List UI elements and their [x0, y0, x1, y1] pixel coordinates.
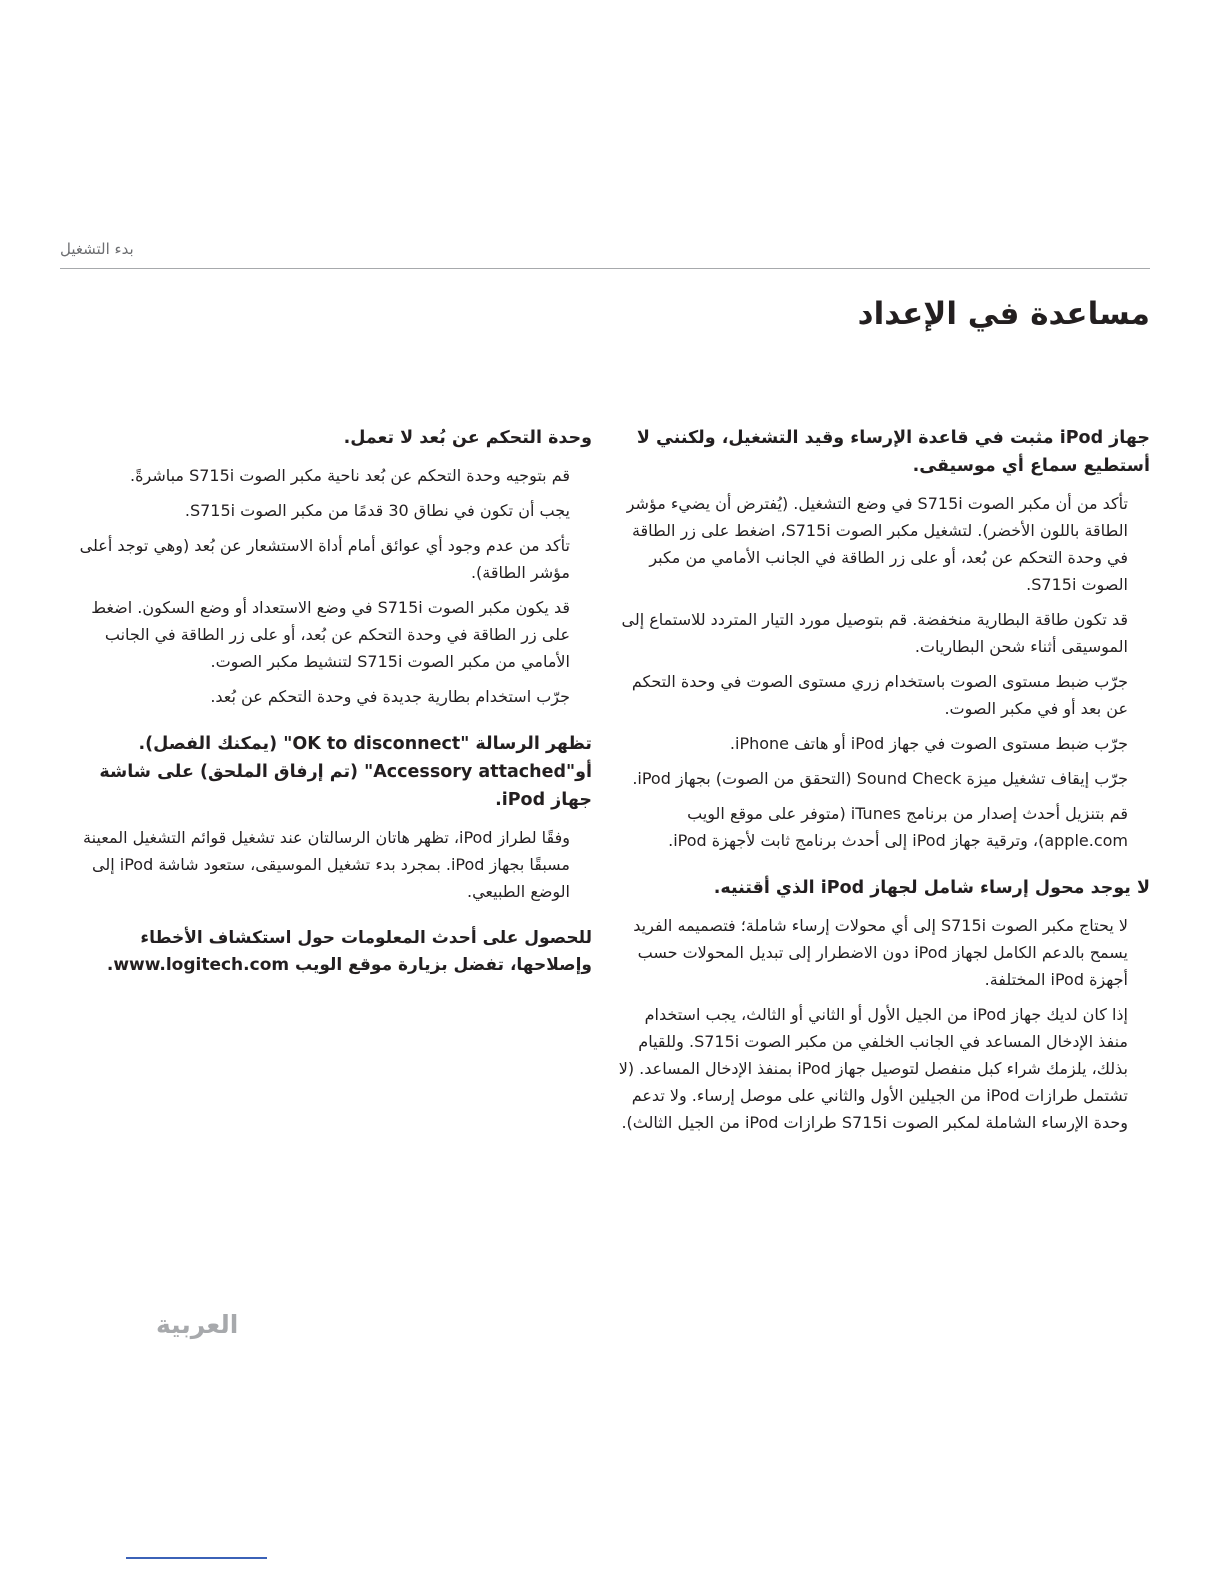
- troubleshoot-item: وفقًا لطراز iPod، تظهر هاتان الرسالتان عند تشغيل قوائم التشغيل المعينة مسبقًا بجهاز iPod. بمجرد بدء تشغيل الموسيقى، ستعود شاشة iPod إلى الوضع الطبيعي.: [83, 828, 570, 901]
- section-spacer: [610, 862, 1150, 874]
- troubleshoot-item: قد يكون مكبر الصوت S715i في وضع الاستعداد أو وضع السكون. اضغط على زر الطاقة في وحدة التحكم عن بُعد، أو على زر الطاقة في الجانب الأمامي من مكبر الصوت S715i لتنشيط مكبر الصوت.: [91, 598, 570, 671]
- header-divider: [60, 268, 1150, 269]
- language-label: العربية: [156, 1310, 239, 1339]
- footer-accent-bar: [126, 1557, 267, 1559]
- right-column: [610, 424, 1150, 1144]
- troubleshoot-item: تأكد من عدم وجود أي عوائق أمام أداة الاستشعار عن بُعد (وهي توجد أعلى مؤشر الطاقة).: [79, 536, 570, 582]
- troubleshoot-item: جرّب استخدام بطارية جديدة في وحدة التحكم عن بُعد.: [210, 687, 570, 706]
- troubleshoot-item: إذا كان لديك جهاز iPod من الجيل الأول أو الثاني أو الثالث، يجب استخدام منفذ الإدخال المساعد في الجانب الخلفي من مكبر الصوت S715i. وللقيام بذلك، يلزمك شراء كبل منفصل لتوصيل جهاز iPod بمنفذ الإدخال المساعد. (لا تشتمل طرازات iPod من الجيلين الأول والثاني على موصل إرساء. ولا تدعم وحدة الإرساء الشاملة لمكبر الصوت S715i طرازات iPod من الجيل الثالث).: [618, 1005, 1128, 1132]
- troubleshoot-item: جرّب ضبط مستوى الصوت باستخدام زري مستوى الصوت في وحدة التحكم عن بعد أو في مكبر الصوت.: [631, 672, 1128, 718]
- troubleshoot-item: تأكد من أن مكبر الصوت S715i في وضع التشغيل. (يُفترض أن يضيء مؤشر الطاقة باللون الأخضر). لتشغيل مكبر الصوت S715i، اضغط على زر الطاقة في وحدة التحكم عن بُعد، أو على زر الطاقة في الجانب الأمامي من مكبر الصوت S715i.: [626, 494, 1128, 594]
- section-heading-no-music: جهاز iPod مثبت في قاعدة الإرساء وقيد التشغيل، ولكنني لا أستطيع سماع أي موسيقى.: [636, 428, 1150, 476]
- section-spacer: [60, 718, 592, 730]
- troubleshoot-item: لا يحتاج مكبر الصوت S715i إلى أي محولات إرساء شاملة؛ فتصميمه الفريد يسمح بالدعم الكامل لجهاز iPod دون الاضطرار إلى تبديل المحولات حسب أجهزة iPod المختلفة.: [633, 916, 1128, 989]
- section-heading-remote: وحدة التحكم عن بُعد لا تعمل.: [343, 428, 592, 448]
- running-head: بدء التشغيل: [60, 240, 134, 258]
- troubleshoot-item: جرّب إيقاف تشغيل ميزة Sound Check (التحقق من الصوت) بجهاز iPod.: [632, 769, 1128, 788]
- troubleshoot-item: جرّب ضبط مستوى الصوت في جهاز iPod أو هاتف iPhone.: [729, 734, 1128, 753]
- troubleshoot-item: يجب أن تكون في نطاق 30 قدمًا من مكبر الصوت S715i.: [184, 501, 570, 520]
- section-spacer: [60, 913, 592, 925]
- left-column: [60, 424, 592, 987]
- support-note: للحصول على أحدث المعلومات حول استكشاف الأخطاء وإصلاحها، تفضل بزيارة موقع الويب www.logitech.com.: [106, 928, 592, 975]
- troubleshoot-item: قد تكون طاقة البطارية منخفضة. قم بتوصيل مورد التيار المتردد للاستماع إلى الموسيقى أثناء شحن البطاريات.: [621, 610, 1128, 656]
- section-heading-dock-adapter: لا يوجد محول إرساء شامل لجهاز iPod الذي أقتنيه.: [713, 878, 1150, 898]
- troubleshoot-item: قم بتوجيه وحدة التحكم عن بُعد ناحية مكبر الصوت S715i مباشرةً.: [130, 466, 570, 485]
- section-heading-messages: تظهر الرسالة "OK to disconnect" (يمكنك الفصل). أو"Accessory attached" (تم إرفاق الملحق) على شاشة جهاز iPod.: [99, 734, 592, 810]
- page-title: مساعدة في الإعداد: [857, 296, 1150, 332]
- troubleshoot-item: قم بتنزيل أحدث إصدار من برنامج iTunes (متوفر على موقع الويب apple.com)، وترقية جهاز iPod إلى أحدث برنامج ثابت لأجهزة iPod.: [668, 804, 1128, 850]
